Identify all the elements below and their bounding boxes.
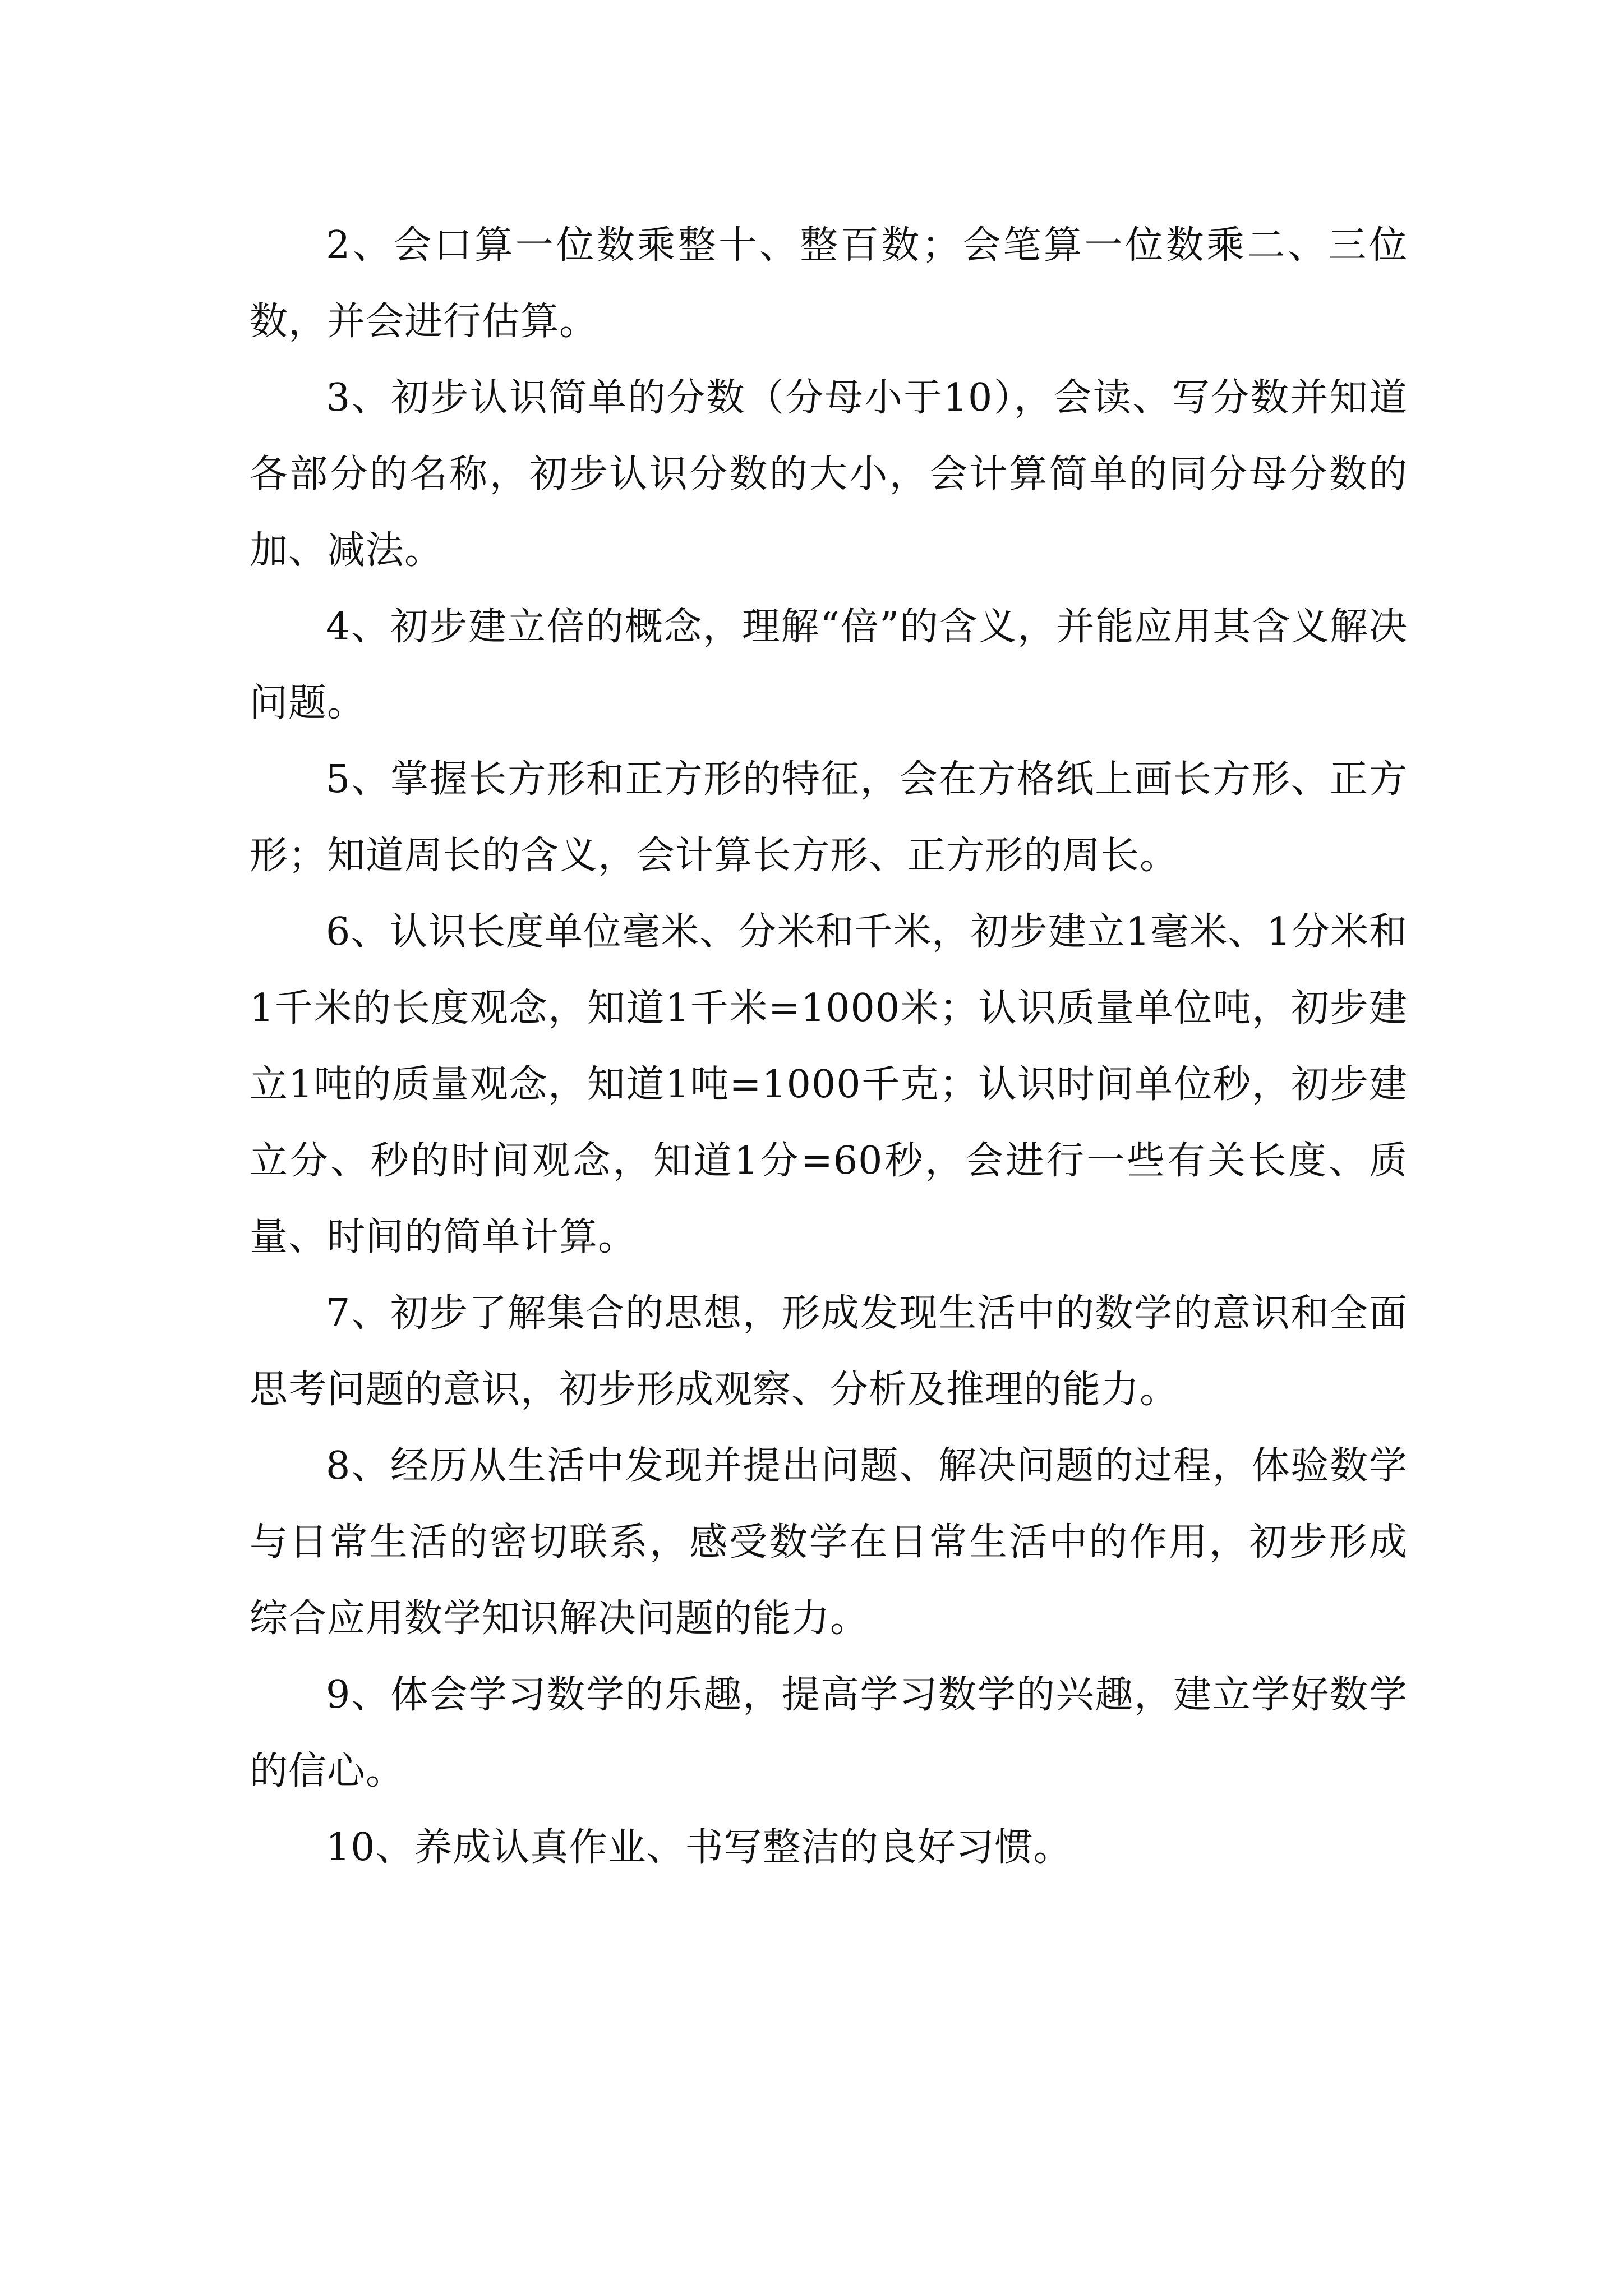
paragraph-item-5: 5、掌握长方形和正方形的特征，会在方格纸上画长方形、正方形；知道周长的含义，会计算长方形、正方形的周长。 [250, 757, 1408, 878]
paragraph-item-6: 6、认识长度单位毫米、分米和千米，初步建立1毫米、1分米和1千米的长度观念，知道1千米=1000米；认识质量单位吨，初步建立1吨的质量观念，知道1吨=1000千克；认识时间单位秒，初步建立分、秒的时间观念，知道1分=60秒，会进行一些有关长度、质量、时间的简单计算。 [250, 910, 1408, 1259]
paragraph-item-8: 8、经历从生活中发现并提出问题、解决问题的过程，体验数学与日常生活的密切联系，感受数学在日常生活中的作用，初步形成综合应用数学知识解决问题的能力。 [250, 1444, 1408, 1641]
paragraph-item-2: 2、会口算一位数乘整十、整百数；会笔算一位数乘二、三位数，并会进行估算。 [250, 223, 1408, 344]
paragraph-item-9: 9、体会学习数学的乐趣，提高学习数学的兴趣，建立学好数学的信心。 [250, 1673, 1408, 1793]
paragraph-item-10: 10、养成认真作业、书写整洁的良好习惯。 [326, 1825, 1072, 1870]
paragraph-item-7: 7、初步了解集合的思想，形成发现生活中的数学的意识和全面思考问题的意识，初步形成观察、分析及推理的能力。 [250, 1291, 1408, 1412]
document-body [250, 208, 1408, 1886]
paragraph-item-4: 4、初步建立倍的概念，理解“倍”的含义，并能应用其含义解决问题。 [250, 605, 1408, 725]
paragraph-item-3: 3、初步认识简单的分数（分母小于10），会读、写分数并知道各部分的名称，初步认识分数的大小，会计算简单的同分母分数的加、减法。 [250, 376, 1408, 573]
